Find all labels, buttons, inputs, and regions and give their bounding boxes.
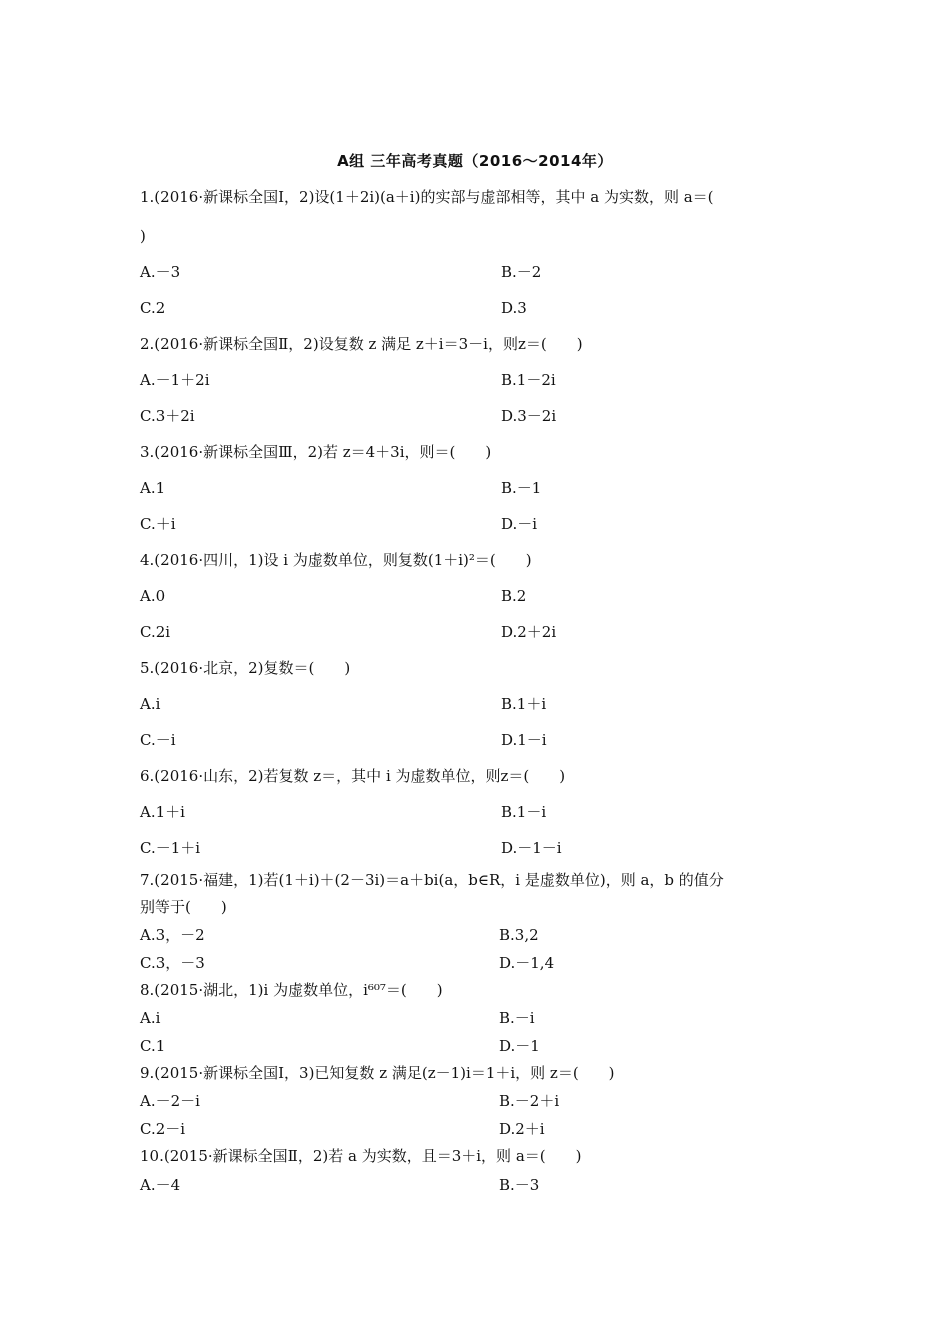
q9-option-b: B.－2＋i [499,1092,560,1110]
q10-option-a: A.－4 [140,1176,181,1194]
section-title: A组 三年高考真题（2016～2014年） [337,152,613,170]
q4-option-d: D.2＋2i [501,623,557,641]
q8-option-d: D.－1 [499,1037,540,1055]
q4-option-b: B.2 [501,587,527,605]
q1-option-d: D.3 [501,299,527,317]
q1-option-a: A.－3 [140,263,181,281]
q8-option-c: C.1 [140,1037,166,1055]
q5-option-a: A.i [140,695,161,713]
question-4-text: 4.(2016·四川，1)设 i 为虚数单位，则复数(1＋i)²＝( ) [140,551,532,569]
question-9-text: 9.(2015·新课标全国Ⅰ，3)已知复数 z 满足(z－1)i＝1＋i，则 z＝( ) [140,1064,615,1082]
question-7-text-cont: 别等于( ) [140,898,227,916]
question-3-text: 3.(2016·新课标全国Ⅲ，2)若 z＝4＋3i，则＝( ) [140,443,492,461]
question-1-text-cont: ) [140,227,146,245]
q7-option-d: D.－1,4 [499,954,555,972]
q7-option-a: A.3，－2 [140,926,205,944]
q1-option-c: C.2 [140,299,166,317]
q3-option-c: C.＋i [140,515,176,533]
question-10-text: 10.(2015·新课标全国Ⅱ，2)若 a 为实数，且＝3＋i，则 a＝( ) [140,1147,582,1165]
q10-option-b: B.－3 [499,1176,540,1194]
q3-option-a: A.1 [140,479,166,497]
q2-option-d: D.3－2i [501,407,557,425]
q6-option-d: D.－1－i [501,839,562,857]
q2-option-b: B.1－2i [501,371,556,389]
question-8-text: 8.(2015·湖北，1)i 为虚数单位，i⁶⁰⁷＝( ) [140,981,443,999]
question-5-text: 5.(2016·北京，2)复数＝( ) [140,659,351,677]
q6-option-b: B.1－i [501,803,547,821]
question-2-text: 2.(2016·新课标全国Ⅱ，2)设复数 z 满足 z＋i＝3－i，则z＝( ) [140,335,583,353]
q6-option-c: C.－1＋i [140,839,201,857]
q3-option-d: D.－i [501,515,538,533]
question-6-text: 6.(2016·山东，2)若复数 z＝，其中 i 为虚数单位，则z＝( ) [140,767,566,785]
q8-option-a: A.i [140,1009,161,1027]
q4-option-a: A.0 [140,587,166,605]
q5-option-d: D.1－i [501,731,547,749]
q3-option-b: B.－1 [501,479,542,497]
q9-option-c: C.2－i [140,1120,186,1138]
q9-option-a: A.－2－i [140,1092,200,1110]
q9-option-d: D.2＋i [499,1120,545,1138]
q8-option-b: B.－i [499,1009,535,1027]
q5-option-b: B.1＋i [501,695,547,713]
q7-option-b: B.3,2 [499,926,539,944]
q1-option-b: B.－2 [501,263,542,281]
q7-option-c: C.3，－3 [140,954,205,972]
q5-option-c: C.－i [140,731,176,749]
q4-option-c: C.2i [140,623,171,641]
question-1-text: 1.(2016·新课标全国Ⅰ，2)设(1＋2i)(a＋i)的实部与虚部相等，其中 a 为实数，则 a＝( [140,188,714,206]
q2-option-a: A.－1＋2i [140,371,210,389]
question-7-text: 7.(2015·福建，1)若(1＋i)＋(2－3i)＝a＋bi(a，b∈R，i 是虚数单位)，则 a，b 的值分 [140,871,724,889]
q6-option-a: A.1＋i [140,803,185,821]
q2-option-c: C.3＋2i [140,407,195,425]
